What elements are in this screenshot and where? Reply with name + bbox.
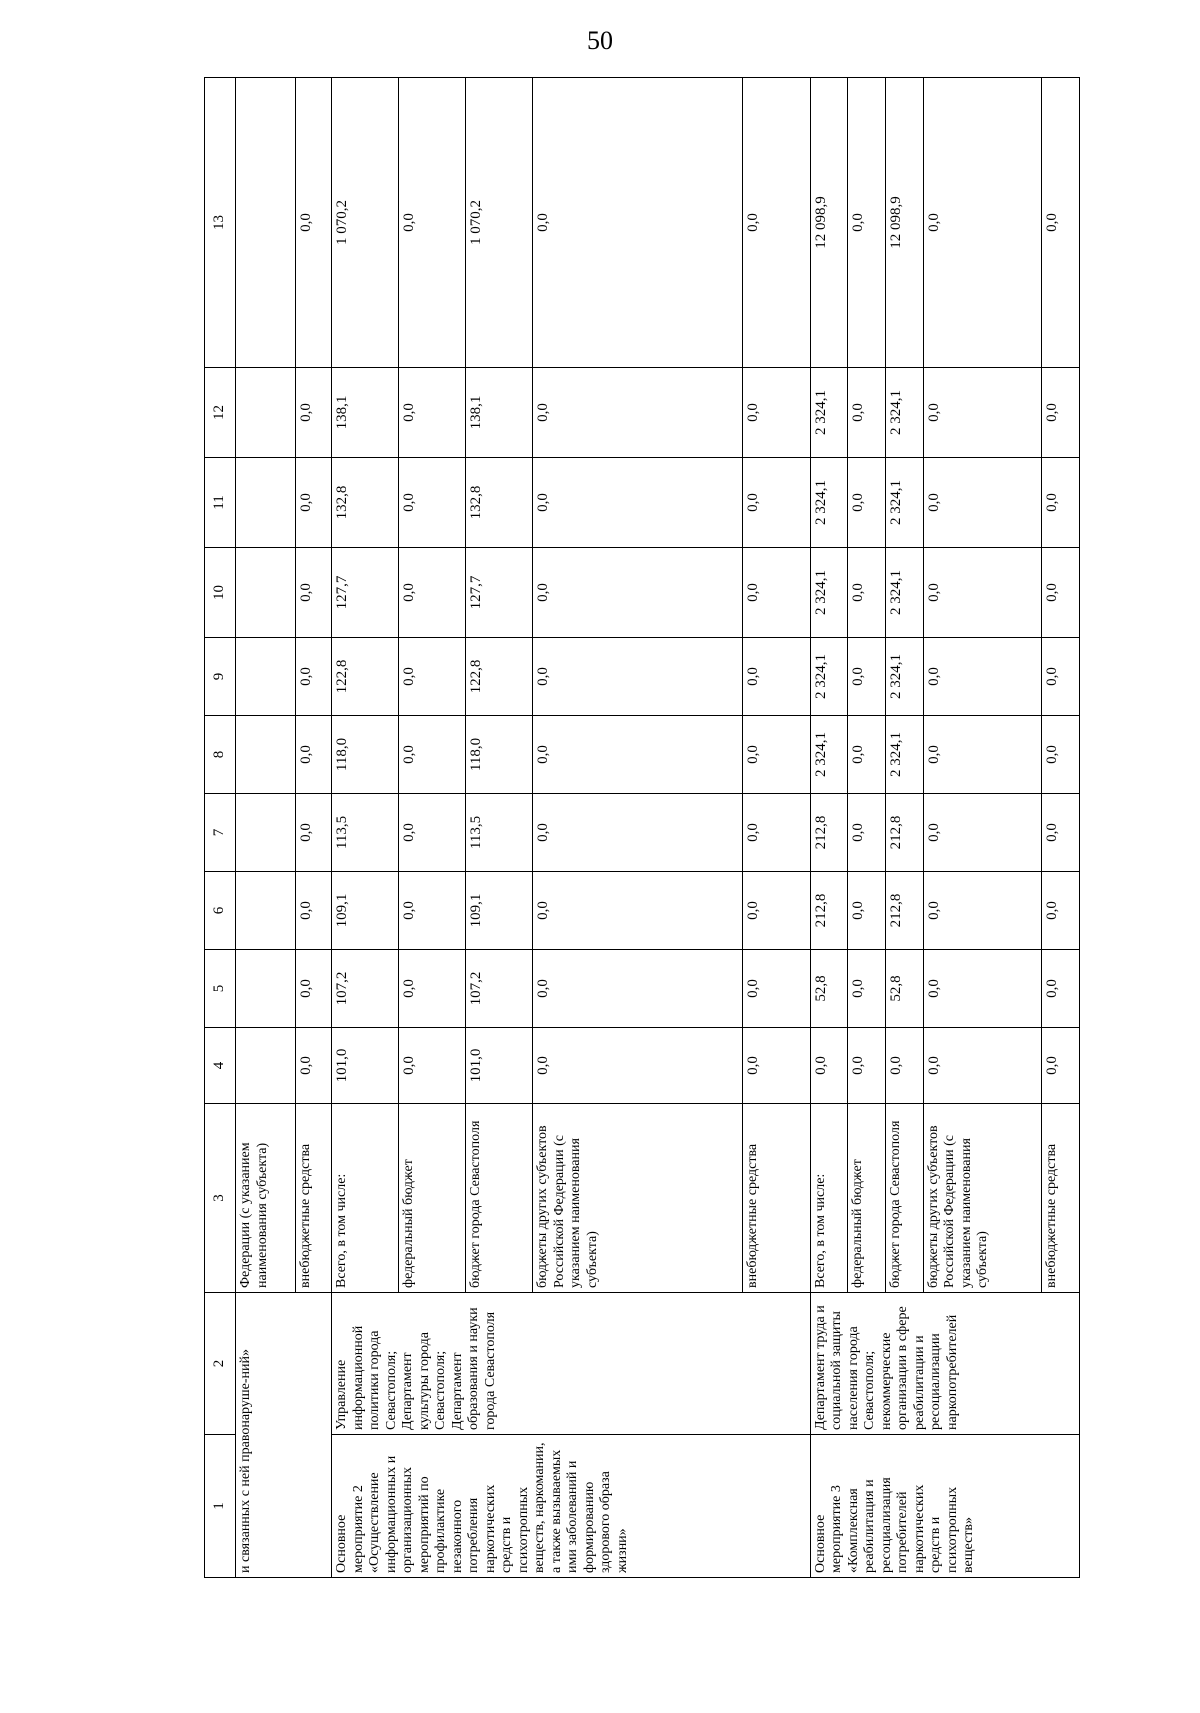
value-cell: 212,8 — [810, 794, 848, 872]
value-cell: 0,0 — [1042, 794, 1080, 872]
executor-cell: Управление информационной политики города Севастополя; Департамент культуры города Севастополя; Департамент образования и науки города Севастополя — [332, 1293, 811, 1435]
value-cell: 127,7 — [332, 548, 399, 638]
value-cell: 0,0 — [1042, 368, 1080, 458]
value-cell: 0,0 — [533, 78, 743, 368]
value-cell: 52,8 — [886, 950, 924, 1028]
value-cell: 2 324,1 — [810, 368, 848, 458]
header-cell: 13 — [205, 78, 236, 368]
value-cell: 118,0 — [466, 716, 533, 794]
rotated-table-wrapper — [204, 100, 1080, 1578]
value-cell: 0,0 — [399, 458, 466, 548]
value-cell: 0,0 — [399, 1028, 466, 1104]
value-cell: 0,0 — [296, 548, 332, 638]
value-cell: 0,0 — [1042, 716, 1080, 794]
value-cell: 0,0 — [923, 950, 1041, 1028]
value-cell: 138,1 — [332, 368, 399, 458]
value-cell: 0,0 — [923, 458, 1041, 548]
value-cell: 0,0 — [533, 872, 743, 950]
value-cell: 0,0 — [743, 458, 810, 548]
value-cell: 2 324,1 — [810, 458, 848, 548]
value-cell: 0,0 — [1042, 548, 1080, 638]
value-cell: 0,0 — [743, 950, 810, 1028]
header-cell: 7 — [205, 794, 236, 872]
value-cell: 0,0 — [296, 1028, 332, 1104]
value-cell: 1 070,2 — [466, 78, 533, 368]
value-cell: 212,8 — [886, 872, 924, 950]
value-cell: 0,0 — [743, 548, 810, 638]
event-name-cell: и связанных с ней правонаруше-ний» — [236, 1293, 332, 1578]
header-cell: 3 — [205, 1104, 236, 1293]
value-cell: 2 324,1 — [810, 716, 848, 794]
value-cell — [236, 368, 296, 458]
value-cell: 0,0 — [848, 78, 886, 368]
value-cell: 0,0 — [743, 1028, 810, 1104]
value-cell: 0,0 — [743, 872, 810, 950]
value-cell: 0,0 — [399, 638, 466, 716]
value-cell: 0,0 — [810, 1028, 848, 1104]
funding-source-cell: внебюджетные средства — [1042, 1104, 1080, 1293]
value-cell: 2 324,1 — [886, 548, 924, 638]
value-cell: 0,0 — [533, 458, 743, 548]
value-cell: 0,0 — [399, 548, 466, 638]
value-cell: 107,2 — [332, 950, 399, 1028]
value-cell: 0,0 — [533, 638, 743, 716]
value-cell — [236, 638, 296, 716]
value-cell: 122,8 — [466, 638, 533, 716]
value-cell: 0,0 — [848, 794, 886, 872]
value-cell: 0,0 — [743, 368, 810, 458]
value-cell: 0,0 — [848, 872, 886, 950]
value-cell: 138,1 — [466, 368, 533, 458]
value-cell: 107,2 — [466, 950, 533, 1028]
value-cell — [236, 872, 296, 950]
table-body — [236, 78, 1080, 1578]
value-cell: 12 098,9 — [810, 78, 848, 368]
funding-source-cell: федеральный бюджет — [848, 1104, 886, 1293]
value-cell: 118,0 — [332, 716, 399, 794]
value-cell: 132,8 — [332, 458, 399, 548]
value-cell: 0,0 — [533, 368, 743, 458]
value-cell: 0,0 — [848, 458, 886, 548]
budget-table — [204, 77, 1080, 1578]
value-cell — [236, 548, 296, 638]
value-cell: 0,0 — [399, 950, 466, 1028]
value-cell — [236, 78, 296, 368]
value-cell: 0,0 — [848, 368, 886, 458]
funding-source-cell: бюджеты других субъектов Российской Федерации (с указанием наименования субъекта) — [533, 1104, 743, 1293]
value-cell: 2 324,1 — [886, 716, 924, 794]
value-cell: 0,0 — [923, 794, 1041, 872]
value-cell: 127,7 — [466, 548, 533, 638]
value-cell: 0,0 — [743, 638, 810, 716]
value-cell: 2 324,1 — [810, 638, 848, 716]
value-cell: 0,0 — [533, 950, 743, 1028]
header-cell: 8 — [205, 716, 236, 794]
funding-source-cell: Всего, в том числе: — [332, 1104, 399, 1293]
value-cell: 2 324,1 — [810, 548, 848, 638]
funding-source-cell: внебюджетные средства — [743, 1104, 810, 1293]
value-cell: 0,0 — [923, 872, 1041, 950]
value-cell: 0,0 — [923, 548, 1041, 638]
value-cell: 0,0 — [848, 1028, 886, 1104]
value-cell: 0,0 — [296, 716, 332, 794]
value-cell: 0,0 — [923, 368, 1041, 458]
value-cell: 0,0 — [1042, 1028, 1080, 1104]
value-cell: 113,5 — [332, 794, 399, 872]
value-cell: 0,0 — [296, 368, 332, 458]
funding-source-cell: бюджеты других субъектов Российской Федерации (с указанием наименования субъекта) — [923, 1104, 1041, 1293]
value-cell: 0,0 — [533, 794, 743, 872]
value-cell: 0,0 — [743, 716, 810, 794]
value-cell: 0,0 — [399, 872, 466, 950]
value-cell: 0,0 — [743, 794, 810, 872]
value-cell: 122,8 — [332, 638, 399, 716]
value-cell: 0,0 — [296, 794, 332, 872]
value-cell: 109,1 — [466, 872, 533, 950]
value-cell: 52,8 — [810, 950, 848, 1028]
value-cell: 0,0 — [923, 78, 1041, 368]
value-cell: 0,0 — [296, 78, 332, 368]
event-name-cell: Основное мероприятие 2 «Осуществление информационных и организационных мероприятий по профилактике незаконного потребления наркотических средств и психотропных веществ, наркомании, а также вызываемых ими заболеваний и формированию здорового образа жизни» — [332, 1435, 811, 1578]
value-cell: 101,0 — [466, 1028, 533, 1104]
funding-source-cell: федеральный бюджет — [399, 1104, 466, 1293]
value-cell: 132,8 — [466, 458, 533, 548]
header-cell: 2 — [205, 1293, 236, 1435]
value-cell: 0,0 — [886, 1028, 924, 1104]
header-cell: 5 — [205, 950, 236, 1028]
value-cell: 0,0 — [296, 950, 332, 1028]
funding-source-cell: Всего, в том числе: — [810, 1104, 848, 1293]
value-cell: 0,0 — [923, 716, 1041, 794]
value-cell: 0,0 — [296, 638, 332, 716]
funding-source-cell: бюджет города Севастополя — [886, 1104, 924, 1293]
value-cell: 0,0 — [1042, 872, 1080, 950]
value-cell: 0,0 — [533, 548, 743, 638]
funding-source-cell: Федерации (с указанием наименования субъекта) — [236, 1104, 296, 1293]
value-cell: 0,0 — [296, 872, 332, 950]
value-cell: 0,0 — [399, 78, 466, 368]
value-cell: 0,0 — [533, 716, 743, 794]
value-cell: 113,5 — [466, 794, 533, 872]
table-row — [810, 78, 848, 1578]
value-cell: 101,0 — [332, 1028, 399, 1104]
page-number: 50 — [587, 26, 613, 55]
value-cell: 0,0 — [296, 458, 332, 548]
header-cell: 4 — [205, 1028, 236, 1104]
value-cell: 0,0 — [848, 638, 886, 716]
value-cell: 0,0 — [923, 1028, 1041, 1104]
executor-cell: Департамент труда и социальной защиты населения города Севастополя; некоммерческие организации в сфере реабилитации и ресоциализации наркопотребителей — [810, 1293, 1079, 1435]
value-cell — [236, 716, 296, 794]
value-cell: 0,0 — [848, 716, 886, 794]
funding-source-cell: внебюджетные средства — [296, 1104, 332, 1293]
value-cell: 109,1 — [332, 872, 399, 950]
event-name-cell: Основное мероприятие 3 «Комплексная реабилитация и ресоциализация потребителей наркотических средств и психотропных веществ» — [810, 1435, 1079, 1578]
value-cell: 0,0 — [743, 78, 810, 368]
value-cell — [236, 458, 296, 548]
value-cell: 0,0 — [923, 638, 1041, 716]
value-cell: 0,0 — [1042, 950, 1080, 1028]
value-cell: 0,0 — [399, 368, 466, 458]
value-cell: 0,0 — [848, 950, 886, 1028]
header-row — [205, 78, 236, 1578]
value-cell: 12 098,9 — [886, 78, 924, 368]
value-cell: 0,0 — [399, 794, 466, 872]
header-cell: 10 — [205, 548, 236, 638]
value-cell: 0,0 — [533, 1028, 743, 1104]
value-cell: 0,0 — [1042, 458, 1080, 548]
header-cell: 1 — [205, 1435, 236, 1578]
value-cell: 1 070,2 — [332, 78, 399, 368]
table-row — [332, 78, 399, 1578]
value-cell — [236, 950, 296, 1028]
header-cell: 6 — [205, 872, 236, 950]
value-cell: 0,0 — [1042, 638, 1080, 716]
funding-source-cell: бюджет города Севастополя — [466, 1104, 533, 1293]
value-cell: 212,8 — [886, 794, 924, 872]
value-cell: 2 324,1 — [886, 368, 924, 458]
value-cell — [236, 794, 296, 872]
table-row — [236, 78, 296, 1578]
value-cell: 0,0 — [1042, 78, 1080, 368]
header-cell: 12 — [205, 368, 236, 458]
value-cell: 0,0 — [399, 716, 466, 794]
header-cell: 11 — [205, 458, 236, 548]
value-cell — [236, 1028, 296, 1104]
value-cell: 2 324,1 — [886, 458, 924, 548]
value-cell: 0,0 — [848, 548, 886, 638]
header-cell: 9 — [205, 638, 236, 716]
value-cell: 2 324,1 — [886, 638, 924, 716]
value-cell: 212,8 — [810, 872, 848, 950]
